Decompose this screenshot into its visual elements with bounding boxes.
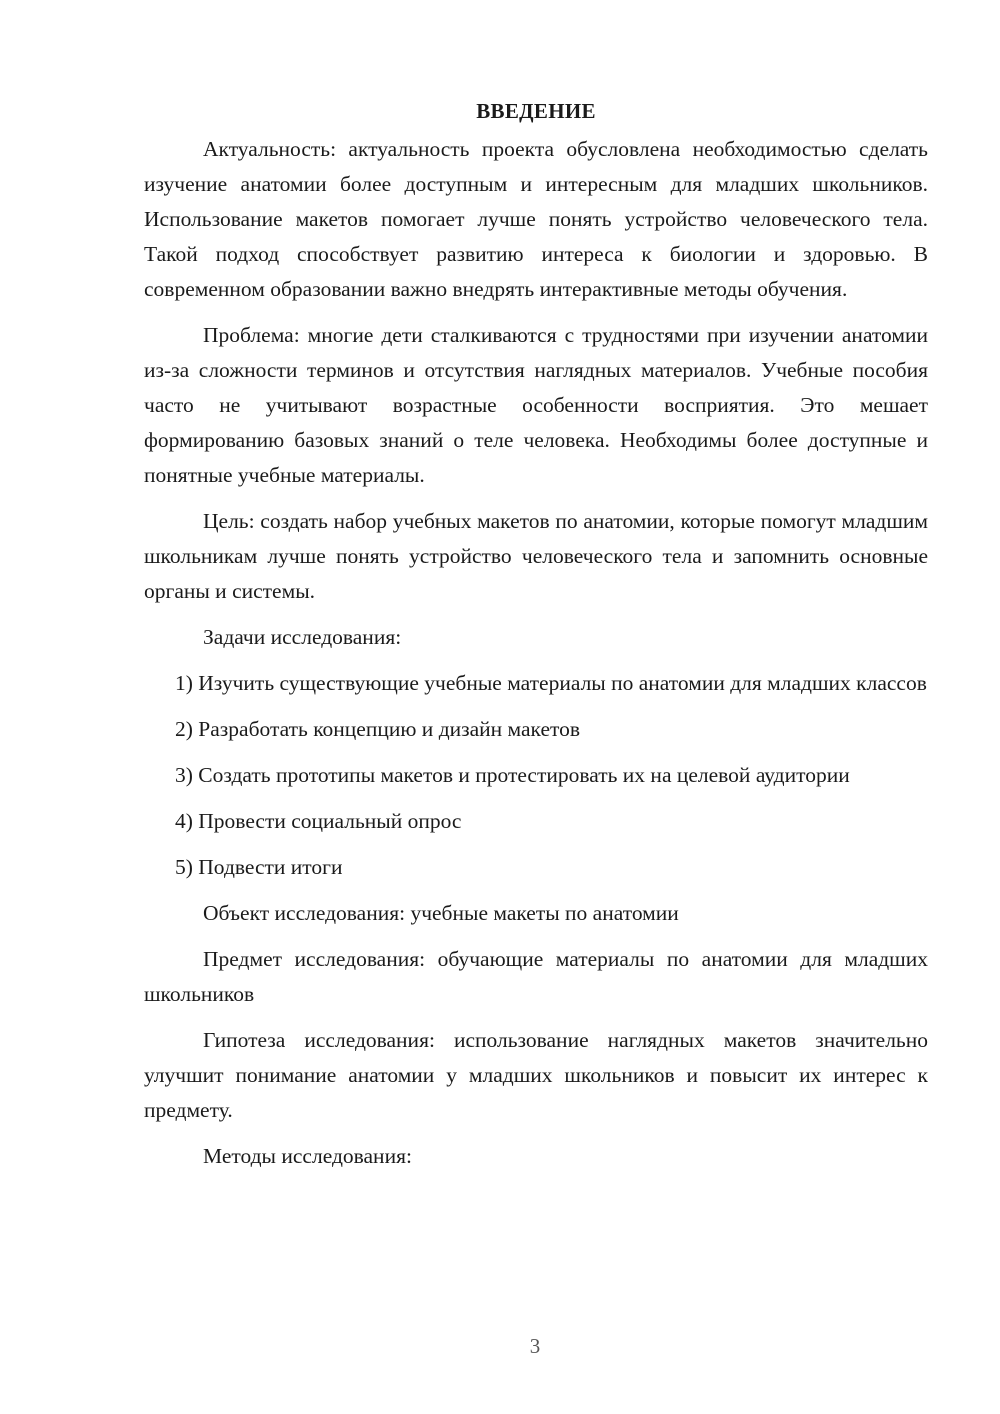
task-item-1: 1) Изучить существующие учебные материалы по анатомии для младших классов [175, 671, 927, 695]
document-page [144, 96, 928, 1185]
paragraph-methods: Методы исследования: [203, 1144, 412, 1168]
section-title: ВВЕДЕНИЕ [476, 99, 596, 123]
paragraph-hypothesis: Гипотеза исследования: использование наглядных макетов значительно улучшит понимание анатомии у младших школьников и повысит их интерес к предмету. [144, 1028, 928, 1122]
task-item-3: 3) Создать прототипы макетов и протестировать их на целевой аудитории [175, 763, 850, 787]
task-item-5: 5) Подвести итоги [175, 855, 343, 879]
paragraph-relevance: Актуальность: актуальность проекта обусловлена необходимостью сделать изучение анатомии более доступным и интересным для младших школьников. Использование макетов помогает лучше понять устройство человеческого тела. Такой подход способствует развитию интереса к биологии и здоровью. В современном образовании важно внедрять интерактивные методы обучения. [144, 137, 928, 301]
page-number: 3 [529, 1334, 541, 1358]
paragraph-problem: Проблема: многие дети сталкиваются с трудностями при изучении анатомии из-за сложности терминов и отсутствия наглядных материалов. Учебные пособия часто не учитывают возрастные особенности восприятия. Это мешает формированию базовых знаний о теле человека. Необходимы более доступные и понятные учебные материалы. [144, 323, 928, 487]
paragraph-subject: Предмет исследования: обучающие материалы по анатомии для младших школьников [144, 947, 928, 1006]
task-item-4: 4) Провести социальный опрос [175, 809, 462, 833]
paragraph-goal: Цель: создать набор учебных макетов по анатомии, которые помогут младшим школьникам лучше понять устройство человеческого тела и запомнить основные органы и системы. [144, 509, 928, 603]
paragraph-tasks-heading: Задачи исследования: [203, 625, 402, 649]
task-item-2: 2) Разработать концепцию и дизайн макетов [175, 717, 581, 741]
paragraph-object: Объект исследования: учебные макеты по анатомии [203, 901, 679, 925]
